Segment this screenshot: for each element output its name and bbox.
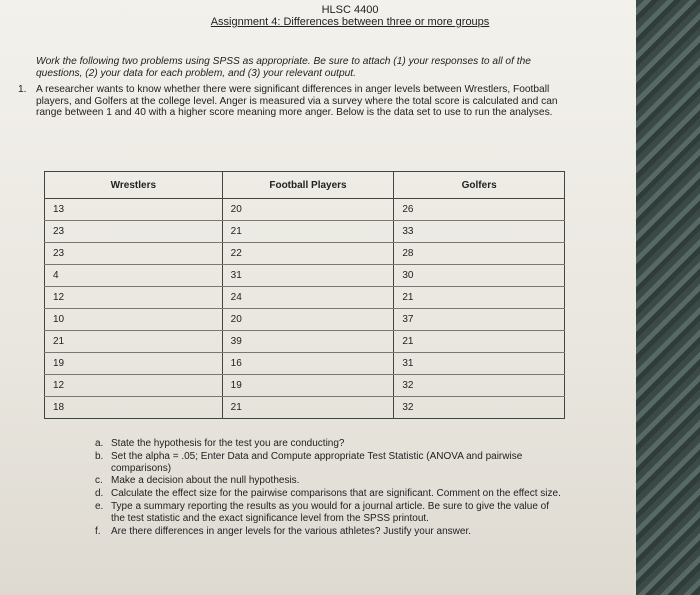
- table-spacer-cell: [246, 265, 394, 287]
- table-spacer-cell: [68, 287, 222, 309]
- table-cell: 20: [222, 309, 246, 331]
- table-row: [45, 221, 565, 243]
- table-cell: 24: [222, 287, 246, 309]
- table-cell: 19: [45, 353, 69, 375]
- subquestion-item: [95, 526, 565, 538]
- table-spacer-cell: [246, 375, 394, 397]
- table-cell: 12: [45, 375, 69, 397]
- table-cell: 21: [45, 331, 69, 353]
- course-code: HLSC 4400: [321, 4, 379, 16]
- table-spacer-cell: [246, 199, 394, 221]
- table-spacer-cell: [246, 287, 394, 309]
- column-header-wrestlers: Wrestlers: [45, 172, 223, 199]
- table-cell: 21: [222, 221, 246, 243]
- table-spacer-cell: [418, 309, 565, 331]
- table-spacer-cell: [68, 221, 222, 243]
- table-cell: 4: [45, 265, 69, 287]
- table-spacer-cell: [246, 331, 394, 353]
- table-cell: 22: [222, 243, 246, 265]
- table-row: [45, 309, 565, 331]
- table-row: [45, 287, 565, 309]
- table-cell: 32: [394, 397, 418, 419]
- table-spacer-cell: [68, 331, 222, 353]
- question-text: A researcher wants to know whether there were significant differences in anger levels between Wrestlers, Football players, and Golfers at the college level. Anger is measured via a survey where the total score is calculated and can range between 1 and 40 with a higher score meaning more anger. Below is the data set to use to run the analyses.: [36, 84, 558, 119]
- table-row: [45, 397, 565, 419]
- table-row: [45, 199, 565, 221]
- column-header-golfers: Golfers: [394, 172, 565, 199]
- table-spacer-cell: [418, 397, 565, 419]
- table-spacer-cell: [246, 353, 394, 375]
- table-spacer-cell: [68, 353, 222, 375]
- table-spacer-cell: [418, 331, 565, 353]
- table-cell: 31: [394, 353, 418, 375]
- table-cell: 31: [222, 265, 246, 287]
- table-cell: 28: [394, 243, 418, 265]
- subquestion-text: Set the alpha = .05; Enter Data and Compute appropriate Test Statistic (ANOVA and pairwise comparisons): [111, 450, 523, 474]
- table-cell: 20: [222, 199, 246, 221]
- table-cell: 37: [394, 309, 418, 331]
- subquestion-text: Are there differences in anger levels for the various athletes? Justify your answer.: [111, 525, 472, 537]
- table-cell: 39: [222, 331, 246, 353]
- table-cell: 21: [222, 397, 246, 419]
- subquestion-list: [95, 438, 565, 538]
- table-row: [45, 331, 565, 353]
- table-spacer-cell: [418, 375, 565, 397]
- table-spacer-cell: [246, 309, 394, 331]
- table-header-row: [45, 172, 565, 199]
- table-spacer-cell: [68, 309, 222, 331]
- instructions-text: Work the following two problems using SPSS as appropriate. Be sure to attach (1) your responses to all of the questions, (2) your data for each problem, and (3) your relevant output.: [36, 56, 531, 79]
- table-spacer-cell: [418, 287, 565, 309]
- table-row: [45, 243, 565, 265]
- table-cell: 12: [45, 287, 69, 309]
- table-cell: 13: [45, 199, 69, 221]
- table-cell: 18: [45, 397, 69, 419]
- table-cell: 19: [222, 375, 246, 397]
- subquestion-item: [95, 438, 565, 450]
- table-spacer-cell: [246, 243, 394, 265]
- subquestion-item: [95, 501, 565, 525]
- subquestion-item: [95, 488, 565, 500]
- table-spacer-cell: [68, 199, 222, 221]
- table-spacer-cell: [246, 397, 394, 419]
- subquestion-letter: a.: [95, 438, 104, 449]
- subquestion-text: State the hypothesis for the test you are conducting?: [111, 438, 345, 449]
- table-cell: 10: [45, 309, 69, 331]
- table-cell: 16: [222, 353, 246, 375]
- table-spacer-cell: [418, 353, 565, 375]
- table-cell: 21: [394, 287, 418, 309]
- table-spacer-cell: [418, 265, 565, 287]
- table-spacer-cell: [246, 221, 394, 243]
- table-cell: 21: [394, 331, 418, 353]
- table-cell: 30: [394, 265, 418, 287]
- table-spacer-cell: [418, 221, 565, 243]
- subquestion-letter: e.: [95, 500, 104, 512]
- table-spacer-cell: [418, 243, 565, 265]
- table-spacer-cell: [418, 199, 565, 221]
- table-cell: 33: [394, 221, 418, 243]
- column-header-football: Football Players: [222, 172, 394, 199]
- subquestion-text: Make a decision about the null hypothesis.: [111, 475, 300, 487]
- subquestion-letter: b.: [95, 450, 104, 462]
- subquestion-letter: f.: [95, 525, 101, 537]
- table-row: [45, 265, 565, 287]
- table-row: [45, 375, 565, 397]
- subquestion-letter: c.: [95, 475, 103, 487]
- question-number: 1.: [18, 84, 27, 95]
- background-edge: [636, 0, 700, 595]
- table-cell: 26: [394, 199, 418, 221]
- table-cell: 23: [45, 221, 69, 243]
- data-table: [44, 171, 565, 419]
- table-spacer-cell: [68, 243, 222, 265]
- table-spacer-cell: [68, 397, 222, 419]
- table-spacer-cell: [68, 265, 222, 287]
- subquestion-item: [95, 451, 565, 475]
- subquestion-text: Type a summary reporting the results as you would for a journal article. Be sure to give the value of the test statistic and the exact significance level from the SPSS printout.: [111, 500, 549, 524]
- table-cell: 23: [45, 243, 69, 265]
- table-spacer-cell: [68, 375, 222, 397]
- subquestion-letter: d.: [95, 488, 104, 500]
- table-cell: 32: [394, 375, 418, 397]
- subquestion-item: [95, 475, 565, 487]
- subquestion-text: Calculate the effect size for the pairwise comparisons that are significant. Comment on the effect size.: [111, 488, 561, 500]
- table-row: [45, 353, 565, 375]
- assignment-title: Assignment 4: Differences between three or more groups: [210, 16, 490, 28]
